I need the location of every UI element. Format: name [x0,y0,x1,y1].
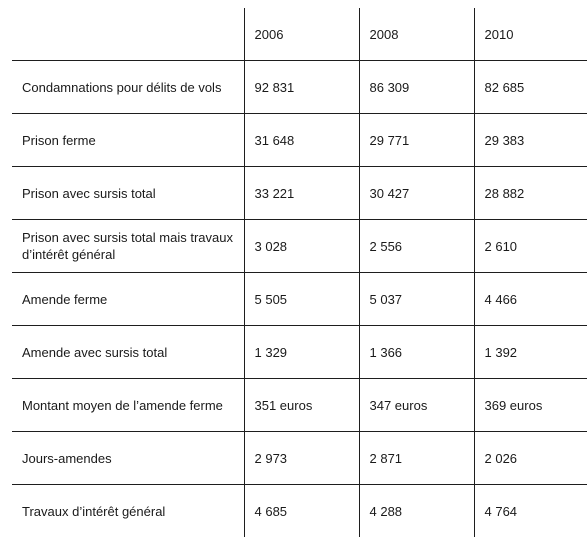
cell-value: 33 221 [244,167,359,220]
convictions-table [12,8,587,537]
cell-value: 28 882 [474,167,587,220]
year-header-2010: 2010 [474,8,587,61]
cell-value: 82 685 [474,61,587,114]
cell-value: 1 392 [474,326,587,379]
row-label: Amende avec sursis total [12,326,244,379]
cell-value: 369 euros [474,379,587,432]
row-label: Montant moyen de l’amende ferme [12,379,244,432]
table-row [12,167,587,220]
year-header-2008: 2008 [359,8,474,61]
cell-value: 30 427 [359,167,474,220]
cell-value: 1 366 [359,326,474,379]
table-row [12,432,587,485]
row-label: Condamnations pour délits de vols [12,61,244,114]
year-header-2006: 2006 [244,8,359,61]
table-row [12,485,587,537]
cell-value: 2 610 [474,220,587,273]
cell-value: 4 466 [474,273,587,326]
table-row [12,220,587,273]
statistics-table-container [12,8,587,537]
table-row [12,273,587,326]
table-row [12,326,587,379]
cell-value: 4 685 [244,485,359,537]
row-label: Travaux d’intérêt général [12,485,244,537]
cell-value: 92 831 [244,61,359,114]
cell-value: 1 329 [244,326,359,379]
cell-value: 29 383 [474,114,587,167]
row-label: Amende ferme [12,273,244,326]
cell-value: 5 505 [244,273,359,326]
cell-value: 2 871 [359,432,474,485]
cell-value: 347 euros [359,379,474,432]
row-label: Prison avec sursis total [12,167,244,220]
cell-value: 2 026 [474,432,587,485]
cell-value: 2 973 [244,432,359,485]
cell-value: 5 037 [359,273,474,326]
table-header-row [12,8,587,61]
table-row [12,61,587,114]
table-row [12,379,587,432]
header-empty-cell [12,8,244,61]
table-row [12,114,587,167]
cell-value: 4 288 [359,485,474,537]
cell-value: 31 648 [244,114,359,167]
cell-value: 29 771 [359,114,474,167]
cell-value: 3 028 [244,220,359,273]
cell-value: 351 euros [244,379,359,432]
row-label: Prison avec sursis total mais travaux d’intérêt général [12,220,244,273]
cell-value: 2 556 [359,220,474,273]
row-label: Prison ferme [12,114,244,167]
row-label: Jours-amendes [12,432,244,485]
cell-value: 86 309 [359,61,474,114]
cell-value: 4 764 [474,485,587,537]
